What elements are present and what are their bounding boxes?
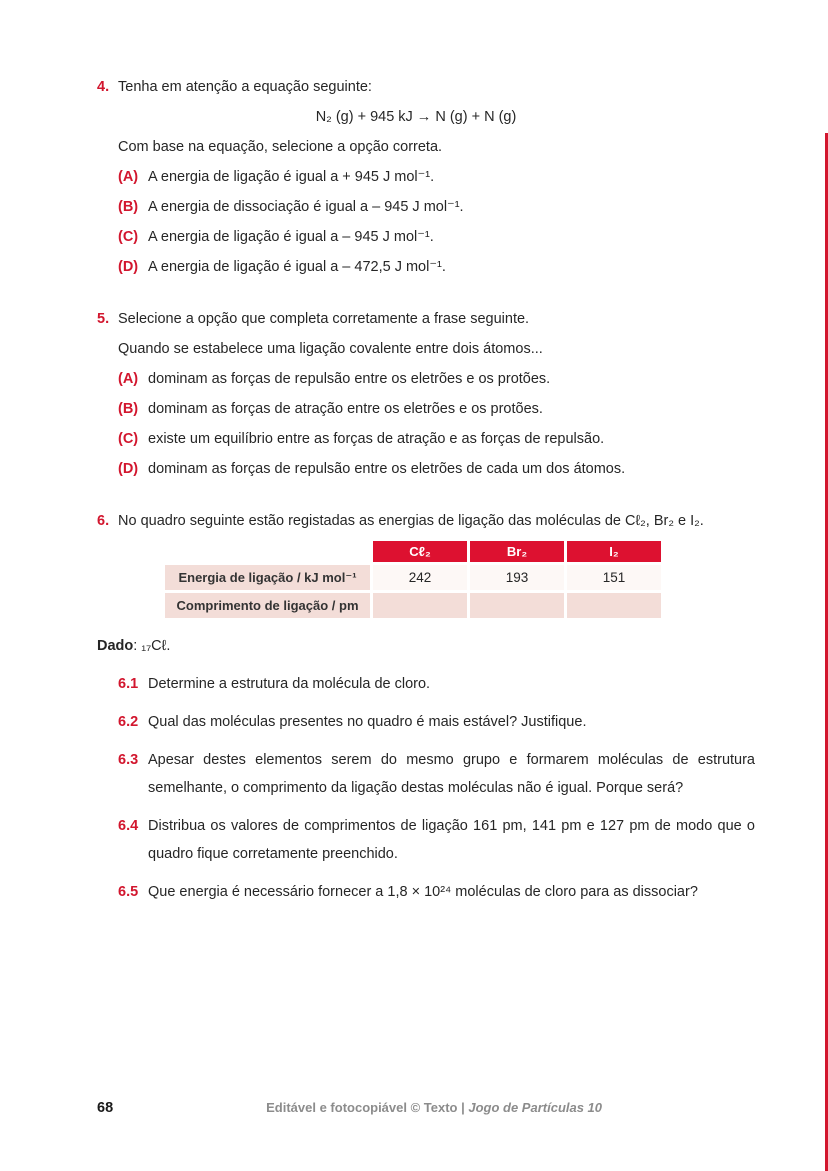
table-cell-length-i2 [567,593,661,618]
table-cell-energy-i2: 151 [567,565,661,590]
question-4-prompt: Com base na equação, selecione a opção correta. [118,139,443,155]
question-4-intro: Tenha em atenção a equação seguinte: [118,79,372,95]
footer-book-title: Jogo de Partículas 10 [468,1100,603,1115]
given-label: Dado [97,638,134,654]
subquestion-6-3 [97,746,755,802]
subquestion-6-5 [97,878,755,906]
table-header-cl2: Cℓ₂ [373,541,467,562]
question-4-option-c [97,223,755,251]
table-row-label-length: Comprimento de ligação / pm [165,593,370,618]
table-cell-energy-cl2: 242 [373,565,467,590]
question-5-option-c [97,425,755,453]
option-label: (D) [118,461,139,477]
option-label: (C) [118,229,139,245]
table-cell-energy-br2: 193 [470,565,564,590]
option-label: (C) [118,431,139,447]
subquestion-number: 6.2 [118,714,139,730]
question-5-option-d [97,455,755,483]
bond-energy-table [165,541,661,618]
question-4-number: 4. [97,79,110,95]
subquestion-6-4 [97,812,755,868]
question-6-number: 6. [97,513,110,529]
question-4-option-d [97,253,755,281]
option-text: A energia de ligação é igual a – 472,5 J mol⁻¹. [148,259,446,275]
table-corner-spacer [165,541,370,562]
option-label: (B) [118,199,139,215]
footer-credit-text: Editável e fotocopiável © Texto | [266,1100,469,1115]
page-number: 68 [97,1100,114,1116]
question-5-stem: Quando se estabelece uma ligação covalente entre dois átomos... [118,341,543,357]
question-5-number: 5. [97,311,110,327]
option-text: dominam as forças de repulsão entre os eletrões de cada um dos átomos. [148,461,626,477]
option-label: (D) [118,259,139,275]
subquestion-number: 6.3 [118,752,139,768]
subquestion-text: Apesar destes elementos serem do mesmo grupo e formarem moléculas de estrutura semelhante, o comprimento da ligação destas moléculas não é igual. Porque será? [148,752,755,796]
table-header-i2: I₂ [567,541,661,562]
question-4-option-b [97,193,755,221]
subquestion-number: 6.1 [118,676,139,692]
question-5-intro: Selecione a opção que completa corretamente a frase seguinte. [118,311,530,327]
option-text: A energia de ligação é igual a – 945 J mol⁻¹. [148,229,434,245]
option-text: A energia de ligação é igual a + 945 J mol⁻¹. [148,169,435,185]
question-4-option-a [97,163,755,191]
subquestion-text: Distribua os valores de comprimentos de ligação 161 pm, 141 pm e 127 pm de modo que o quadro fique corretamente preenchido. [148,818,755,862]
table-cell-length-br2 [470,593,564,618]
subquestion-text: Qual das moléculas presentes no quadro é mais estável? Justifique. [148,714,587,730]
question-5-option-b [97,395,755,423]
option-label: (A) [118,371,139,387]
subquestion-6-2 [97,708,755,736]
page-footer [97,1100,755,1116]
subquestion-6-1 [97,670,755,698]
table-header-br2: Br₂ [470,541,564,562]
subquestion-number: 6.5 [118,884,139,900]
question-4-equation: N₂ (g) + 945 kJ → N (g) + N (g) [315,109,517,125]
option-text: dominam as forças de atração entre os eletrões e os protões. [148,401,543,417]
given-value: : ₁₇Cℓ. [133,638,171,654]
subquestion-text: Que energia é necessário fornecer a 1,8 × 10²⁴ moléculas de cloro para as dissociar? [148,884,698,900]
table-cell-length-cl2 [373,593,467,618]
option-label: (B) [118,401,139,417]
subquestion-number: 6.4 [118,818,139,834]
option-text: dominam as forças de repulsão entre os eletrões e os protões. [148,371,551,387]
question-5 [97,305,755,483]
table-row-label-energy: Energia de ligação / kJ mol⁻¹ [165,565,370,590]
question-4 [97,73,755,281]
question-5-option-a [97,365,755,393]
footer-credit [113,1100,755,1115]
question-6 [97,507,755,906]
option-label: (A) [118,169,139,185]
subquestion-text: Determine a estrutura da molécula de cloro. [148,676,431,692]
option-text: existe um equilíbrio entre as forças de atração e as forças de repulsão. [148,431,605,447]
option-text: A energia de dissociação é igual a – 945 J mol⁻¹. [148,199,464,215]
question-6-intro: No quadro seguinte estão registadas as energias de ligação das moléculas de Cℓ₂, Br₂ e I₂. [118,513,704,529]
given-data-line [97,632,755,660]
